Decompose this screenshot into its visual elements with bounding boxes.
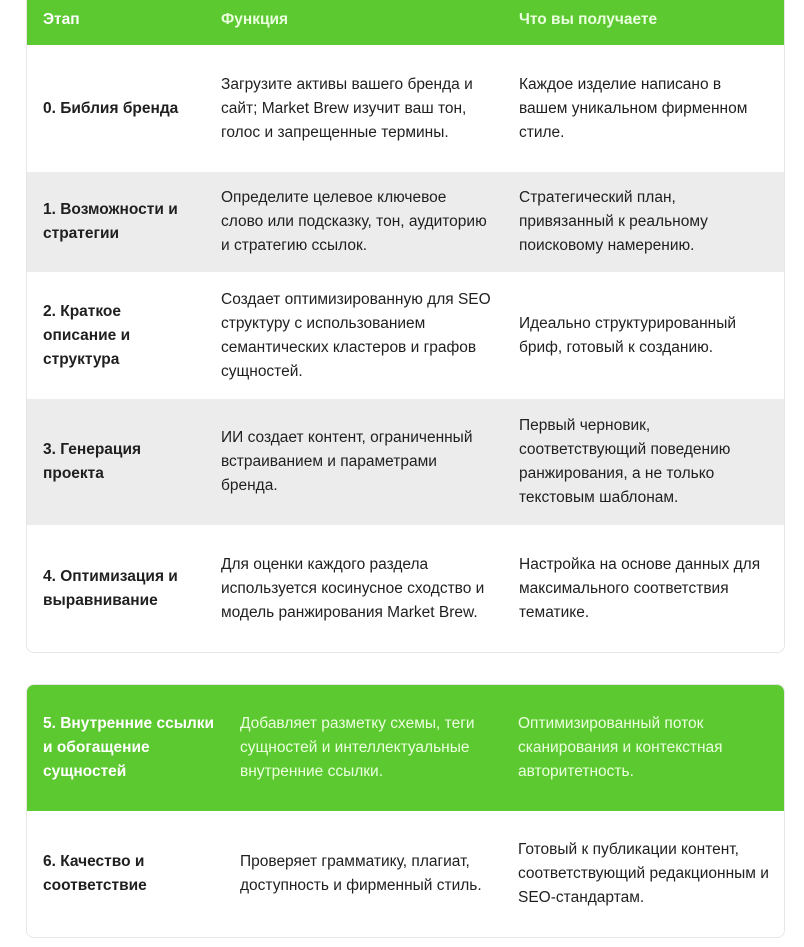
result-cell: Каждое изделие написано в вашем уникальном фирменном стиле.: [519, 75, 748, 141]
result-cell: Идеально структурированный бриф, готовый к созданию.: [519, 314, 736, 356]
function-cell: Для оценки каждого раздела используется косинусное сходство и модель ранжирования Market Brew.: [221, 555, 485, 621]
result-cell: Настройка на основе данных для максимального соответствия тематике.: [519, 555, 761, 621]
stage-cell: 5. Внутренние ссылки и обогащение сущностей: [43, 715, 215, 780]
result-cell: Стратегический план, привязанный к реальному поисковому намерению.: [519, 189, 708, 254]
table-row: [27, 45, 784, 172]
table-row: [27, 525, 784, 652]
header-stage: Этап: [43, 11, 80, 28]
table-header-row: [27, 0, 784, 45]
result-cell: Готовый к публикации контент, соответствующий редакционным и SEO-стандартам.: [518, 841, 769, 906]
stage-cell: 3. Генерация проекта: [43, 441, 142, 482]
header-function: Функция: [221, 11, 289, 28]
function-cell: Добавляет разметку схемы, теги сущностей и интеллектуальные внутренние ссылки.: [240, 715, 475, 780]
function-cell: Проверяет грамматику, плагиат, доступность и фирменный стиль.: [240, 853, 482, 894]
table-row-highlighted: [27, 685, 784, 811]
stage-cell: 4. Оптимизация и выравнивание: [43, 567, 178, 609]
result-cell: Первый черновик, соответствующий поведению ранжирования, а не только текстовым шаблонам.: [519, 417, 731, 506]
stage-cell: 2. Краткое описание и структура: [43, 302, 131, 368]
table-row: [27, 172, 784, 272]
stage-cell: 0. Библия бренда: [43, 99, 179, 117]
function-cell: Создает оптимизированную для SEO структуру с использованием семантических кластеров и графов сущностей.: [221, 290, 491, 380]
stage-cell: 1. Возможности и стратегии: [43, 201, 178, 242]
result-cell: Оптимизированный поток сканирования и контекстная авторитетность.: [518, 715, 723, 780]
workflow-table-bottom: [26, 684, 785, 938]
header-result: Что вы получаете: [519, 11, 658, 28]
stage-cell: 6. Качество и соответствие: [43, 853, 147, 894]
table-row: [27, 399, 784, 525]
table-row: [27, 272, 784, 399]
function-cell: Определите целевое ключевое слово или подсказку, тон, аудиторию и стратегию ссылок.: [221, 189, 487, 254]
workflow-table-top: [26, 0, 785, 653]
function-cell: Загрузите активы вашего бренда и сайт; Market Brew изучит ваш тон, голос и запрещенные термины.: [221, 75, 473, 141]
table-row: [27, 811, 784, 937]
function-cell: ИИ создает контент, ограниченный встраиванием и параметрами бренда.: [221, 429, 473, 494]
